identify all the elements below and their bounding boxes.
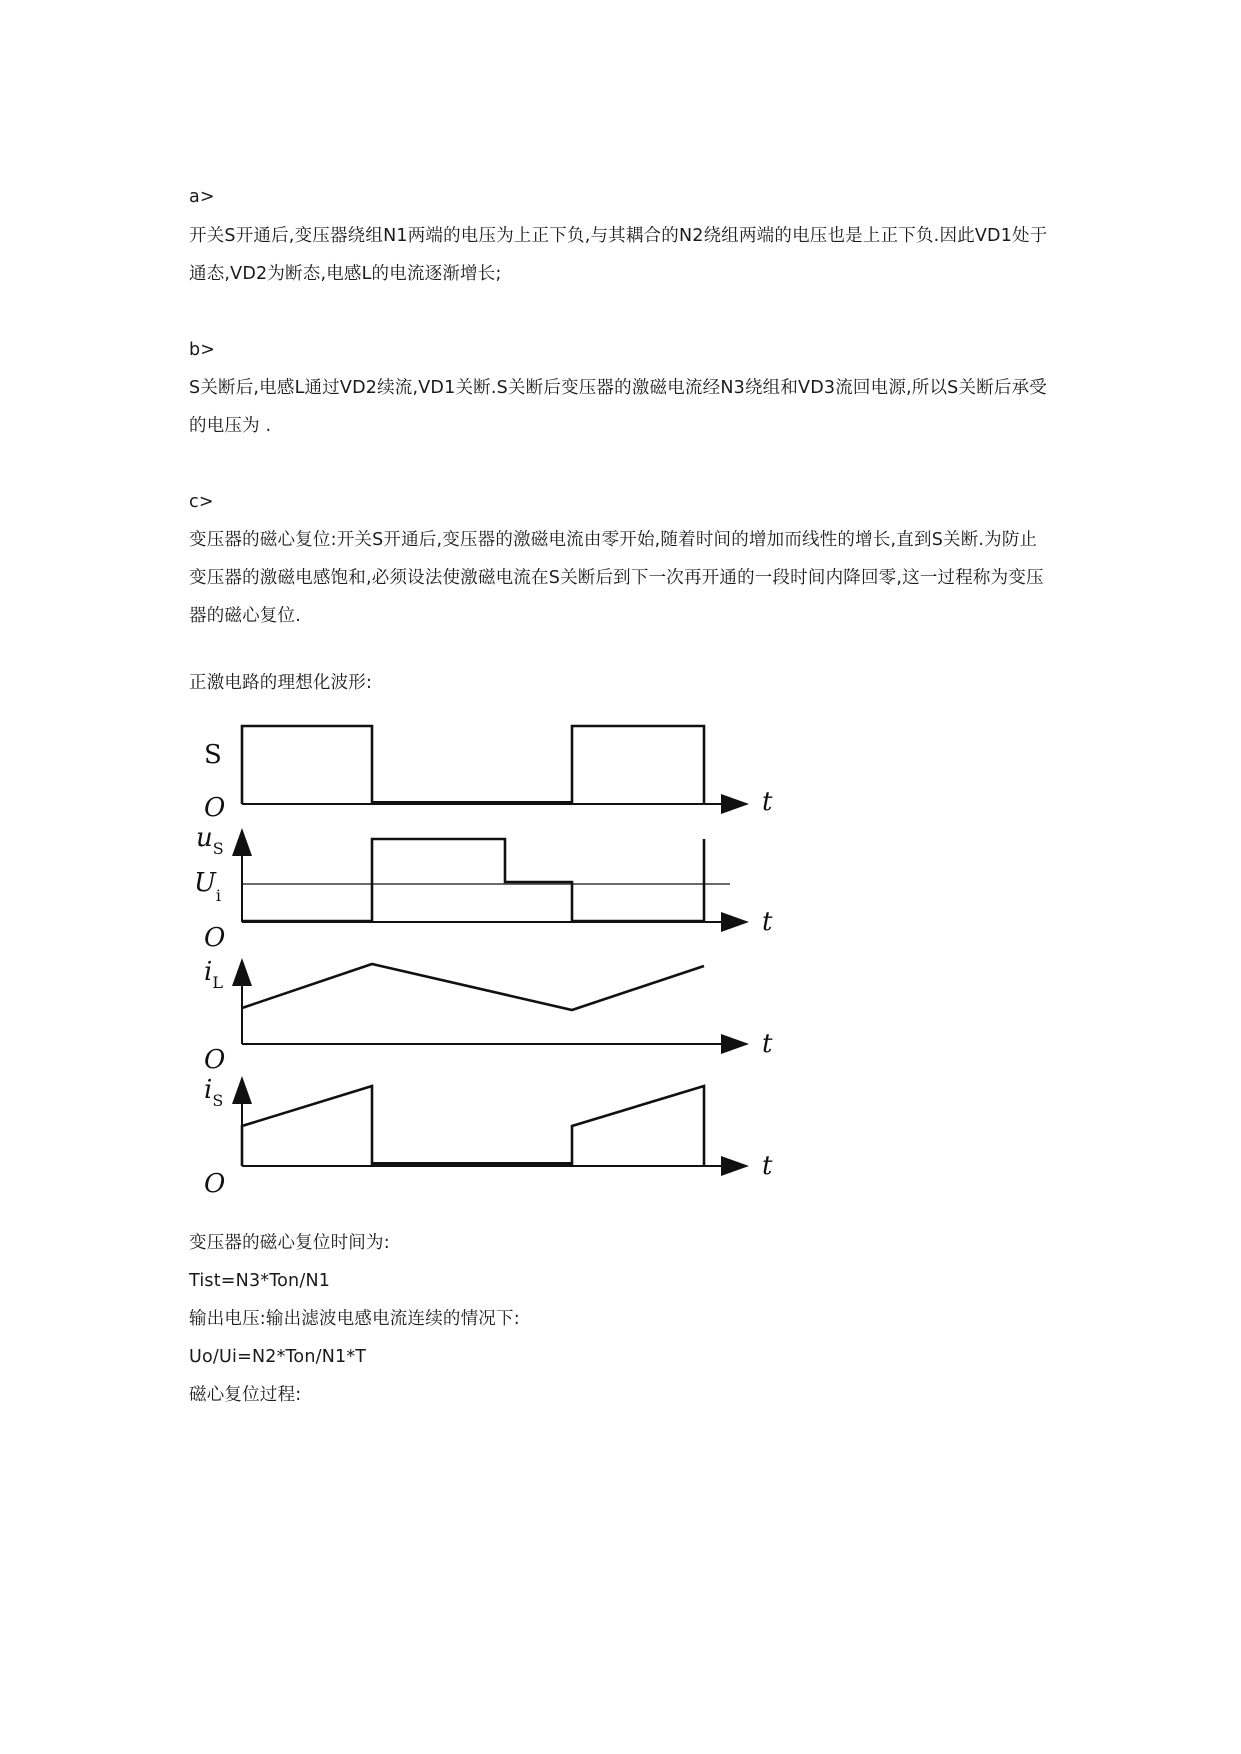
- reset-time-formula: Tist=N3*Ton/N1: [189, 1271, 331, 1291]
- panel-il: [204, 957, 773, 1075]
- panel-s-pulse-2: [572, 726, 704, 804]
- output-voltage-label: 输出电压:输出滤波电感电流连续的情况下:: [189, 1309, 520, 1329]
- waveform-caption: 正激电路的理想化波形:: [189, 673, 373, 693]
- panel-us-label: $u_S$: [196, 823, 224, 858]
- output-voltage-formula: Uo/Ui=N2*Ton/N1*T: [189, 1347, 367, 1367]
- section-b-marker: b>: [189, 340, 216, 360]
- panel-s-pulse-1: [242, 726, 372, 804]
- panel-us-t-label: t: [762, 907, 773, 937]
- section-a-line-2: 通态,VD2为断态,电感L的电流逐渐增长;: [189, 264, 502, 284]
- panel-is: [204, 1075, 773, 1199]
- panel-is-waveform: [242, 1086, 704, 1166]
- panel-s-t-label: t: [762, 787, 773, 817]
- panel-s-label: S: [204, 740, 222, 770]
- panel-is-label: $i_S$: [204, 1075, 224, 1110]
- panel-il-waveform: [242, 964, 704, 1010]
- panel-us-origin: O: [204, 923, 226, 953]
- panel-is-origin: O: [204, 1169, 226, 1199]
- section-b-line-1: S关断后,电感L通过VD2续流,VD1关断.S关断后变压器的激磁电流经N3绕组和VD3流回电源,所以S关断后承受: [189, 378, 1047, 398]
- panel-us-ui-label: $U_i$: [194, 868, 222, 905]
- forward-converter-waveform-figure: [190, 714, 790, 1214]
- panel-us-waveform: [242, 839, 704, 921]
- panel-il-t-label: t: [762, 1029, 773, 1059]
- reset-time-label: 变压器的磁心复位时间为:: [189, 1233, 390, 1253]
- section-c-line-2: 变压器的激磁电感饱和,必须设法使激磁电流在S关断后到下一次再开通的一段时间内降回零,这一过程称为变压: [189, 568, 1044, 588]
- panel-us: [194, 823, 773, 953]
- section-c-line-1: 变压器的磁心复位:开关S开通后,变压器的激磁电流由零开始,随着时间的增加而线性的增长,直到S关断.为防止: [189, 530, 1038, 550]
- panel-s: [204, 726, 773, 823]
- panel-is-t-label: t: [762, 1151, 773, 1181]
- panel-s-origin: O: [204, 793, 226, 823]
- section-c-line-3: 器的磁心复位.: [189, 606, 301, 626]
- panel-il-origin: O: [204, 1045, 226, 1075]
- waveform-diagram: [190, 714, 790, 1214]
- section-b-line-2: 的电压为 .: [189, 416, 272, 436]
- panel-il-label: $i_L$: [204, 957, 223, 992]
- section-c-marker: c>: [189, 492, 214, 512]
- section-a-line-1: 开关S开通后,变压器绕组N1两端的电压为上正下负,与其耦合的N2绕组两端的电压也是上正下负.因此VD1处于: [189, 226, 1048, 246]
- reset-process-label: 磁心复位过程:: [189, 1385, 302, 1405]
- section-a-marker: a>: [189, 187, 215, 207]
